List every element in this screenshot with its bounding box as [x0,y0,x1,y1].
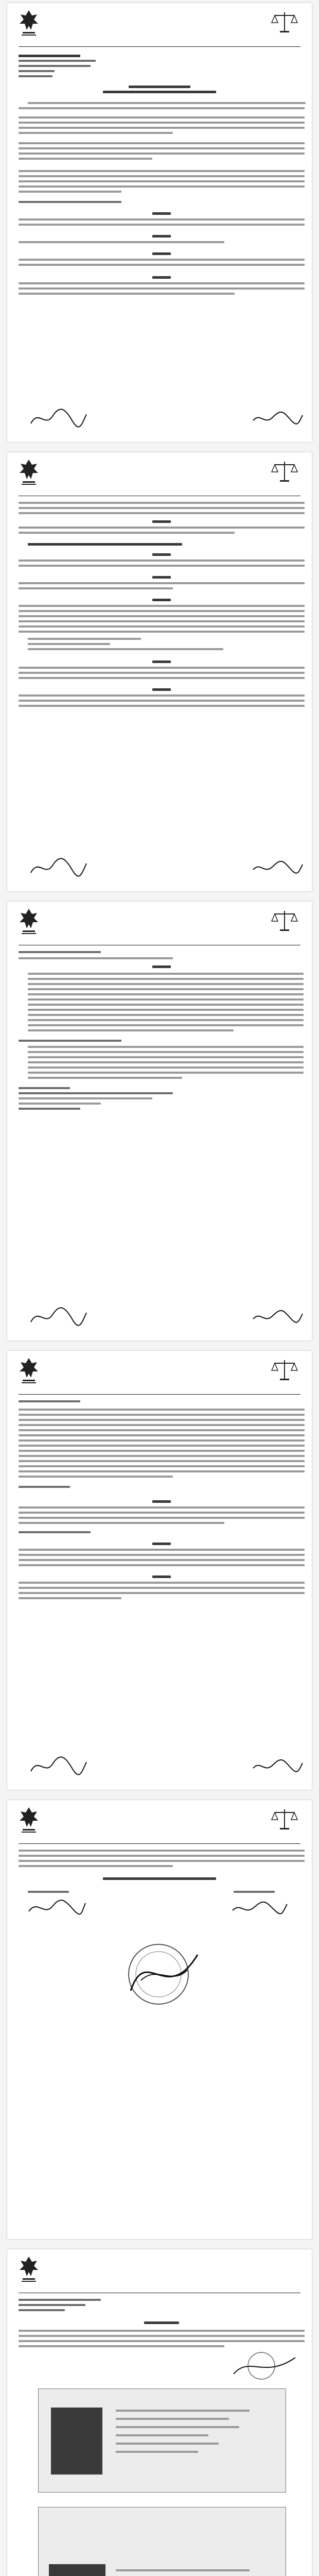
text-line [19,507,305,509]
albanian-eagle-emblem-icon [19,1805,39,1835]
text-line [19,70,55,72]
text-line [19,2304,85,2306]
text-line [19,147,305,149]
scales-of-justice-icon [271,460,298,483]
text-line [19,1455,305,1457]
text-line [152,1500,171,1503]
text-line [28,643,110,645]
text-line [19,185,305,188]
text-line [19,132,173,134]
albanian-eagle-emblem-icon [19,8,39,38]
passport-photo [49,2564,105,2576]
header-rule [19,1843,300,1844]
text-line [19,264,305,266]
handwritten-signature-icon [249,854,306,880]
text-line [19,1450,305,1452]
text-line [152,660,171,663]
text-line [28,638,141,640]
text-line [19,1409,305,1411]
text-line [19,631,305,633]
handwritten-signature-icon [28,1753,90,1778]
albanian-eagle-emblem-icon [19,1356,39,1386]
text-line [19,65,91,67]
text-line [19,532,235,534]
text-line [19,1092,173,1094]
text-line [28,1072,304,1074]
text-line [19,1476,173,1478]
text-line [103,91,216,93]
text-line [19,1564,305,1566]
handwritten-signature-icon [28,854,90,880]
text-line [152,276,171,279]
handwritten-signature-icon [28,1303,90,1329]
text-line [152,1543,171,1545]
scales-of-justice-icon [271,10,298,34]
text-line [28,1891,69,1893]
text-line [19,158,152,160]
text-line [28,1029,234,1031]
text-line [19,282,305,284]
text-line [19,1860,305,1862]
text-line [19,565,305,567]
text-line [103,1877,216,1880]
handwritten-signature-icon [26,1896,87,1919]
text-line [19,1559,305,1561]
text-line [116,2434,208,2436]
text-line [152,212,171,215]
page-header [7,3,312,48]
text-line [19,1582,305,1584]
scales-of-justice-icon [271,1807,298,1831]
text-line [19,1108,80,1110]
text-line [19,1486,70,1488]
passport-image [38,2507,286,2576]
text-line [28,1051,304,1053]
document-page-5 [7,1800,312,2239]
text-line [19,1465,305,1467]
text-line [19,180,305,182]
text-line [152,520,171,523]
text-line [28,998,304,1001]
text-line [19,1522,224,1524]
page-header [7,1800,312,1845]
text-line [19,1554,305,1556]
text-line [19,1439,305,1442]
text-line [19,951,101,953]
text-line [19,1517,305,1519]
albanian-eagle-emblem-icon [19,457,39,487]
text-line [19,122,305,124]
text-line [19,107,305,109]
text-line [19,620,305,622]
text-line [28,1024,304,1026]
text-line [152,965,171,968]
text-line [19,605,305,607]
text-line [28,1014,304,1016]
handwritten-signature-icon [249,1303,306,1329]
text-line [152,688,171,691]
page-header [7,902,312,947]
text-line [19,1506,305,1509]
scales-of-justice-icon [271,1358,298,1382]
text-line [19,224,305,226]
scales-of-justice-icon [271,909,298,933]
text-line [19,1855,305,1857]
text-line [19,2309,65,2311]
text-line [19,1592,305,1594]
text-line [19,957,173,959]
text-line [19,502,305,504]
text-line [19,667,305,669]
albanian-eagle-emblem-icon [19,2255,39,2284]
text-line [28,988,304,990]
text-line [19,201,121,203]
text-line [28,1009,304,1011]
text-line [19,512,305,514]
text-line [19,700,305,702]
text-line [19,1850,305,1852]
text-line [19,2345,224,2347]
text-line [116,2426,239,2428]
text-line [19,672,305,674]
text-line [19,677,305,679]
text-line [28,973,304,975]
text-line [116,2418,229,2420]
text-line [19,615,305,617]
text-line [19,1040,121,1042]
handwritten-signature-icon [249,405,306,431]
text-line [28,1019,304,1021]
text-line [19,1434,305,1436]
text-line [234,1891,275,1893]
text-line [152,252,171,255]
text-line [152,553,171,556]
handwritten-signature-icon [249,1753,306,1778]
text-line [28,543,182,546]
text-line [19,1087,70,1089]
text-line [19,1549,305,1551]
document-page-3 [7,902,312,1341]
text-line [19,1103,101,1105]
text-line [28,1046,304,1048]
document-page-2 [7,452,312,891]
text-line [19,1512,305,1514]
text-line [19,2299,101,2301]
text-line [144,2321,179,2324]
text-line [19,293,235,295]
text-line [19,560,305,562]
text-line [28,1077,182,1079]
text-line [19,1587,305,1589]
text-line [19,55,80,57]
notary-seal-icon [120,1934,203,2011]
text-line [19,1460,305,1462]
text-line [19,75,52,77]
header-rule [19,1394,300,1395]
text-line [116,2569,250,2571]
id-card-photo [51,2408,102,2475]
text-line [28,1066,304,1069]
text-line [28,1056,304,1058]
text-line [19,527,305,529]
text-line [19,1414,305,1416]
text-line [19,610,305,612]
albanian-eagle-emblem-icon [19,907,39,937]
text-line [19,218,305,221]
text-line [19,1531,91,1533]
text-line [19,170,305,172]
text-line [116,2451,198,2453]
text-line [19,587,173,589]
page-header [7,2249,312,2295]
handwritten-signature-icon [28,405,90,431]
text-line [28,1004,304,1006]
page-header [7,1351,312,1396]
text-line [28,993,304,995]
text-line [19,2335,305,2337]
text-line [116,2410,250,2412]
document-page-4 [7,1351,312,1790]
text-line [116,2443,219,2445]
text-line [19,241,224,243]
text-line [28,1061,304,1063]
text-line [28,983,304,985]
text-line [19,1097,152,1099]
text-line [19,1429,305,1431]
document-page-6 [7,2249,312,2576]
text-line [19,1424,305,1426]
text-line [19,2330,305,2332]
text-line [19,142,305,144]
header-rule [19,46,300,47]
text-line [19,705,305,707]
handwritten-signature-icon [228,1896,290,1919]
text-line [152,599,171,601]
text-line [152,235,171,238]
text-line [19,1865,173,1867]
text-line [19,191,121,193]
text-line [19,1445,305,1447]
text-line [19,582,305,584]
text-line [28,978,304,980]
document-page-1 [7,3,312,442]
text-line [152,1575,171,1578]
text-line [19,152,305,155]
text-line [28,648,223,650]
text-line [28,102,306,104]
page-header [7,452,312,498]
text-line [19,175,305,177]
text-line [19,259,305,261]
text-line [19,1470,305,1472]
text-line [19,625,305,628]
id-card-image [38,2388,286,2493]
text-line [19,694,305,697]
text-line [129,86,190,88]
text-line [19,287,305,290]
text-line [19,1419,305,1421]
text-line [152,576,171,579]
text-line [19,1597,121,1599]
text-line [19,60,96,62]
text-line [19,1400,80,1402]
text-line [19,2340,305,2342]
text-line [19,127,305,129]
notary-seal-icon [228,2350,300,2381]
text-line [19,116,305,118]
